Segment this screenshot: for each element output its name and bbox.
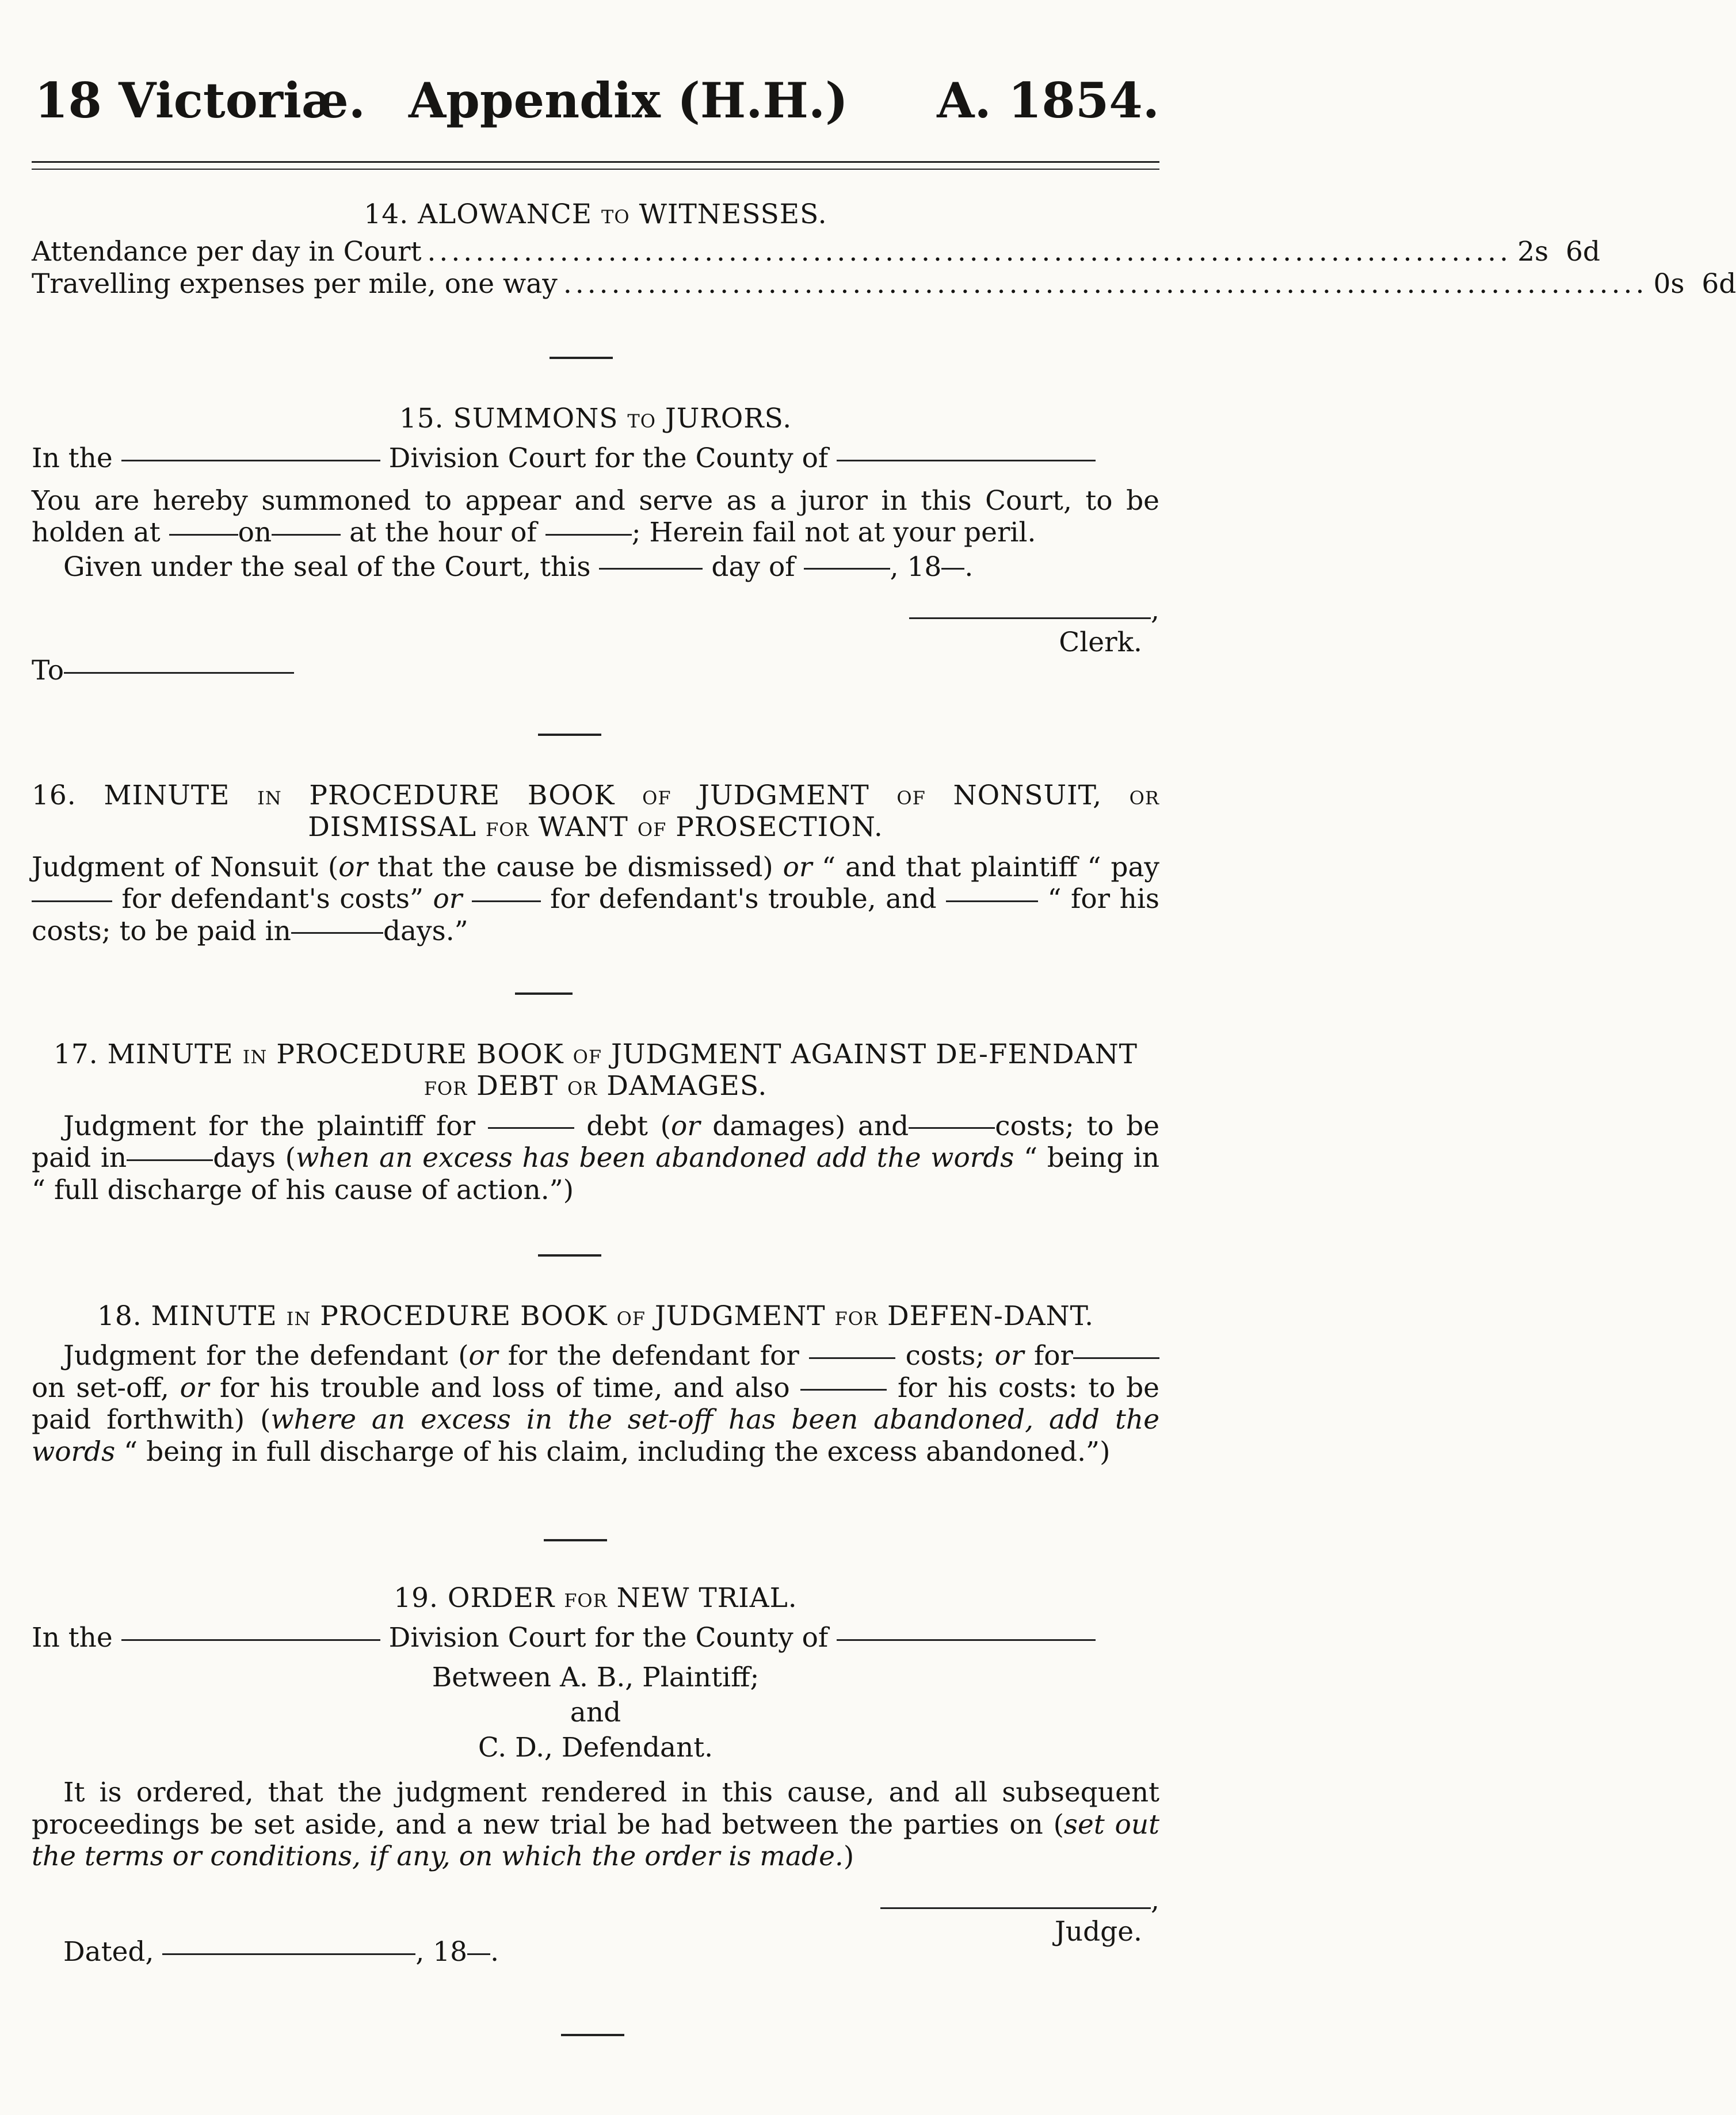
dated-line: Dated, , 18 . [63,1936,499,1968]
fee-row [32,236,1600,268]
blank-line [909,1127,995,1129]
summons-text: You are hereby summoned to appear and serve as a juror in this Court, to be holden at on at the hour of ; Herein fail not at your peril. [32,484,1159,549]
judge-signature: , Judge. [32,1884,1159,1948]
blank-line [127,1159,213,1161]
section-divider [538,734,601,736]
blank-line [272,534,341,536]
section-divider [561,2034,624,2036]
given-line: Given under the seal of the Court, this day of , 18 . [63,551,974,583]
blank-line [545,534,632,536]
section-16-title: 16. MINUTE IN PROCEDURE BOOK OF JUDGMENT OF NONSUIT, OR DISMISSAL FOR WANT OF PROSECTION. [32,780,1159,843]
header-rule [32,161,1159,170]
blank-line [169,534,238,536]
section-14-title: 14. ALOWANCE TO WITNESSES. [364,198,827,230]
section-15 [32,403,1159,687]
fee-label: Travelling expenses per mile, one way [32,268,558,300]
addressee-line: To [32,655,1159,686]
blank-line [809,1357,895,1359]
dot-leaders: .......................................................................................... [427,236,1512,268]
clerk-signature: , Clerk. [32,594,1159,658]
dot-leaders: .......................................................................................... [563,268,1648,300]
blank-line [467,1953,490,1955]
section-divider [550,357,613,359]
judgment-text: Judgment of Nonsuit (or that the cause be dismissed) or “ and that plaintiff “ pay for defendant's costs” or for defendant's trouble, and “ for his costs; to be paid in days.” [32,851,1159,947]
signature-line [909,617,1151,619]
blank-line [162,1953,415,1955]
running-head [35,72,1159,129]
judgment-text: Judgment for the defendant (or for the defendant for costs; or for on set-off, or for his trouble and loss of time, and also for his costs: to be paid forthwith) (where an excess in the set-off has been abandoned, add the words “ being in full discharge of his claim, including the excess abandoned.”) [32,1340,1160,1468]
form-line: In the Division Court for the County of [32,442,1159,474]
fee-amount: 0s 6d [1653,268,1736,300]
section-divider [538,1254,601,1257]
signature-title: Clerk. [1059,626,1142,658]
blank-line [941,568,964,570]
section-17 [32,1039,1159,1206]
blank-line [472,900,541,902]
judgment-text: Judgment for the plaintiff for debt (or damages) and costs; to be paid in days (when an excess has been abandoned add the words “ being in “ full discharge of his cause of action.”) [32,1110,1160,1206]
section-19 [32,1582,1159,1968]
section-19-title: 19. ORDER FOR NEW TRIAL. [394,1582,798,1614]
section-17-title: 17. MINUTE IN PROCEDURE BOOK OF JUDGMENT AGAINST DE-FENDANT FOR DEBT OR DAMAGES. [53,1039,1138,1102]
parties-block [32,1660,1159,1765]
order-text: It is ordered, that the judgment rendered in this cause, and all subsequent proceedings be set aside, and a new trial be had between the parties on (set out the terms or conditions, if any, on which the order is made.) [32,1777,1159,1873]
and-line: and [570,1697,621,1728]
blank-line [800,1389,887,1391]
blank-line [804,568,890,570]
blank-line [488,1127,574,1129]
blank-line [1073,1357,1159,1359]
blank-line [599,568,703,570]
fee-amount: 2s 6d [1517,236,1600,268]
section-15-title: 15. SUMMONS TO JURORS. [399,403,792,434]
form-line: In the Division Court for the County of [32,1622,1159,1654]
section-18-title: 18. MINUTE IN PROCEDURE BOOK OF JUDGMENT FOR DEFEN-DANT. [97,1300,1094,1332]
signature-title: Judge. [1054,1916,1142,1948]
fee-label: Attendance per day in Court [32,236,422,268]
fee-row [32,268,1736,300]
section-16 [32,780,1159,947]
blank-line [64,672,294,674]
blank-line [291,932,383,934]
blank-line [32,900,112,902]
header-session: 18 Victoriæ. [35,72,366,129]
header-appendix: Appendix (H.H.) [409,72,848,129]
blank-line [837,1639,1096,1641]
defendant-line: C. D., Defendant. [478,1732,714,1764]
section-divider [544,1539,607,1541]
section-14 [32,198,1736,300]
plaintiff-line: Between A. B., Plaintiff; [432,1661,760,1693]
signature-line [880,1907,1151,1909]
blank-line [121,460,380,461]
section-divider [515,992,573,995]
blank-line [946,900,1038,902]
section-18 [32,1300,1159,1468]
blank-line [121,1639,380,1641]
blank-line [837,460,1096,461]
header-year: A. 1854. [937,72,1159,129]
